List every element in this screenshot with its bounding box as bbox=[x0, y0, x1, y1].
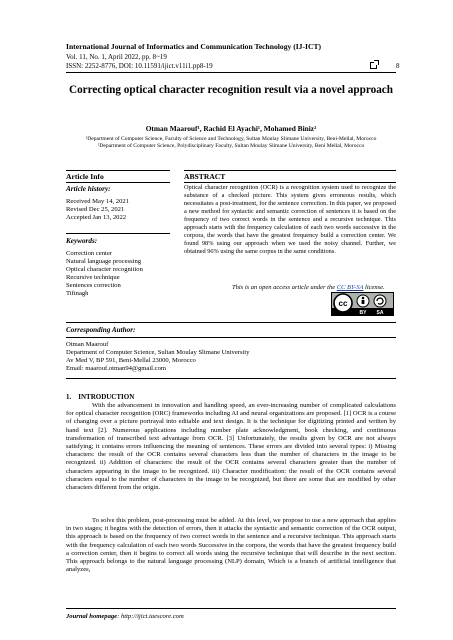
affiliation-1: ¹Department of Computer Science, Faculty of Science and Technology, Sultan Moulay Slimane University, Beni-Mellal, Morocco bbox=[85, 136, 377, 142]
footer-rule bbox=[66, 608, 396, 609]
journal-homepage bbox=[66, 613, 184, 620]
license-statement bbox=[232, 284, 385, 291]
corresponding-email: Email: maarouf.otman94@gmail.com bbox=[66, 365, 167, 372]
keyword: Recursive technique bbox=[66, 274, 120, 281]
keyword: Tifinagh bbox=[66, 290, 89, 297]
article-history-heading: Article history: bbox=[66, 185, 111, 193]
keyword: Correction center bbox=[66, 250, 112, 257]
accepted-date: Accepted Jan 13, 2022 bbox=[66, 214, 127, 221]
introduction-heading: 1. INTRODUCTION bbox=[66, 393, 135, 401]
license-prefix: This is an open access article under the bbox=[232, 284, 337, 291]
abstract-bottom-rule bbox=[66, 322, 396, 323]
corresponding-heading-rule bbox=[66, 337, 396, 338]
corresponding-name: Otman Maarouf bbox=[66, 341, 109, 348]
article-info-heading: Article Info bbox=[66, 172, 104, 181]
revised-date: Revised Dec 25, 2021 bbox=[66, 206, 125, 213]
by-label: BY bbox=[359, 310, 367, 315]
article-info-top-rule bbox=[66, 170, 170, 171]
keyword: Natural language processing bbox=[66, 258, 142, 265]
introduction-paragraph-2: To solve this problem, post-processing must be added. At this level, we propose to use a new approach that applies in two stages; it begins with the detection of errors, then it attacks the syntactic and semantic correction of the OCR output, this approach is based on the frequency of two correct words in the sentence and a recursive technique. This approach starts with the frequency calculation of each two words Successive in the corpora, the words that have the greatest frequency build a correction center, then it begins to correct all words using the recursive technique that will describe in the next section. This approach belongs to the natural language processing (NLP) domain, Which is a branch of artificial intelligence that analyzes, bbox=[66, 517, 396, 574]
abstract-text: Optical character recognition (OCR) is a recognition system used to recognize the substance of a checked picture. This system gives erroneous results, which necessitates a post-treatment, for the sentence correction. In this paper, we proposed a new method for syntactic and semantic correction of sentences it is based on the frequency of two correct words in the sentence and a recursive technique. This approach starts with the frequency calculation of each two words successive in the corpora, the words that have the greatest frequency build a correction center. We found 98% using our approach when we used the noisy channel. Further, we obtained 96% using the same corpus in the same conditions. bbox=[184, 184, 396, 256]
homepage-label: Journal homepage bbox=[66, 613, 118, 620]
abstract-top-rule bbox=[184, 170, 396, 171]
issn-doi-line: ISSN: 2252-8776, DOI: 10.11591/ijict.v11i1.pp8-19 bbox=[66, 62, 213, 70]
volume-line: Vol. 11, No. 1, April 2022, pp. 8~19 bbox=[66, 53, 167, 61]
page-number: 8 bbox=[396, 62, 400, 70]
sa-label: SA bbox=[376, 310, 384, 315]
abstract-heading-rule bbox=[184, 182, 396, 183]
external-link-icon[interactable] bbox=[370, 62, 377, 69]
license-link[interactable]: CC BY-SA bbox=[336, 284, 364, 291]
affiliation-2: ²Department of Computer Science, Polydisciplinary Faculty, Sultan Moulay Slimane University, Beni Mellal, Morocco bbox=[97, 143, 365, 149]
person-icon bbox=[362, 297, 365, 300]
article-info-heading-rule bbox=[66, 182, 170, 183]
keywords-heading: Keywords: bbox=[66, 237, 98, 245]
cc-license-icon bbox=[332, 293, 393, 315]
received-date: Received May 14, 2021 bbox=[66, 198, 129, 205]
author-list: Otman Maarouf¹, Rachid El Ayachi¹, Mohamed Biniz² bbox=[145, 124, 317, 133]
cc-mark: cc bbox=[338, 299, 348, 308]
keyword: Sentences correction bbox=[66, 282, 121, 289]
corresponding-department: Department of Computer Science, Sultan Moulay Slimane University bbox=[66, 349, 250, 356]
corresponding-author-heading: Corresponding Author: bbox=[66, 326, 136, 334]
paper-title: Correcting optical character recognition result via a novel approach bbox=[69, 84, 393, 96]
cc-by-sa-badge[interactable] bbox=[331, 292, 394, 316]
corresponding-address: Av Med V, BP 591, Beni-Mellal 23000, Morocco bbox=[66, 357, 196, 364]
keyword: Optical character recognition bbox=[66, 266, 143, 273]
header-rule bbox=[66, 72, 396, 73]
keywords-rule bbox=[66, 233, 170, 234]
homepage-url[interactable]: : http://ijict.iaescore.com bbox=[117, 613, 184, 620]
introduction-paragraph-1: With the advancement in innovation and handling speed, an ever-increasing number of complicated calculations for optical character recognition (ORC) frameworks including AI and neural organizations are proposed. [1] OCR is a course of changing over a picture portrayal into editable and text design. It is the technique for digitizing printed and written by hand text [2]. Numerous applications including number plate acknowledgment, book checking, and continuous transformation of transcribed text advantage from OCR. [3] Unfortunately, the results given by OCR are not always satisfying; it contains errors influencing the meaning of sentences. These errors are divided into several types: i) Missing characters: the result of the OCR contains several characters less than the number of characters in the image to be recognized. ii) Addition of characters: the result of the OCR contains several characters greater than the number of characters appearing in the image to be recognized. iii) Character modification: the result of the OCR contains several characters equal to the number of characters in the image to be recognized, but there are some that are modified by other characters different from the origin. bbox=[66, 402, 396, 492]
journal-name: International Journal of Informatics and Communication Technology (IJ-ICT) bbox=[66, 42, 322, 51]
license-suffix: license. bbox=[363, 284, 385, 291]
corresponding-bottom-rule bbox=[66, 378, 396, 379]
abstract-heading: ABSTRACT bbox=[184, 172, 226, 181]
